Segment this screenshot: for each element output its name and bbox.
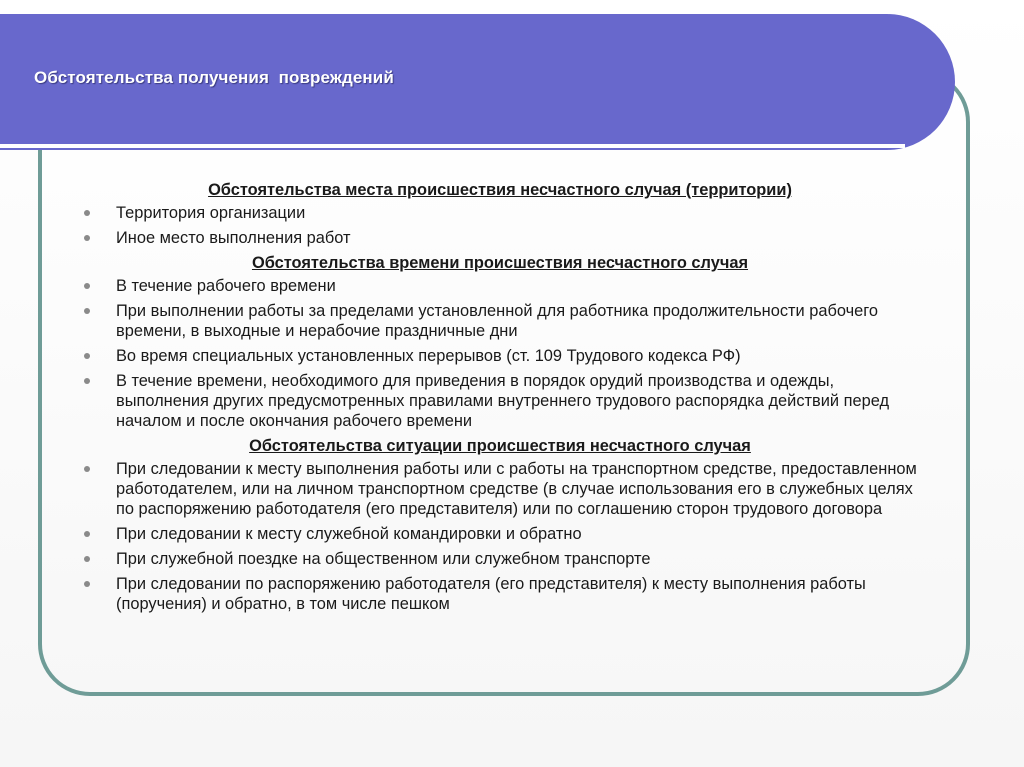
- slide-body: [80, 180, 920, 619]
- section-heading: Обстоятельства места происшествия несчастного случая (территории): [208, 181, 792, 199]
- list-item-text: Территория организации: [116, 204, 306, 222]
- bullet-dot-icon: [84, 531, 90, 537]
- bullet-dot-icon: [84, 353, 90, 359]
- list-item: [80, 549, 920, 569]
- list-item-text: При выполнении работы за пределами установленной для работника продолжительности рабочего времени, в выходные и нерабочие праздничные дни: [116, 302, 879, 340]
- section-time: [80, 253, 920, 431]
- bullet-dot-icon: [84, 581, 90, 587]
- list-item: [80, 371, 920, 431]
- list-item-text: При следовании к месту выполнения работы или с работы на транспортном средстве, предоставленном работодателем, или на личном транспортном средстве (в случае использования его в служебных целях по распоряжению работодателя (его представителя) или по соглашению сторон трудового договора: [116, 460, 917, 518]
- bullet-dot-icon: [84, 466, 90, 472]
- bullet-dot-icon: [84, 308, 90, 314]
- list-item-text: Во время специальных установленных перерывов (ст. 109 Трудового кодекса РФ): [116, 347, 741, 365]
- list-item: [80, 574, 920, 614]
- bullet-dot-icon: [84, 378, 90, 384]
- section-heading: Обстоятельства времени происшествия несчастного случая: [251, 254, 749, 272]
- list-item-text: При служебной поездке на общественном или служебном транспорте: [116, 550, 651, 568]
- list-item-text: В течение времени, необходимого для приведения в порядок орудий производства и одежды, выполнения других предусмотренных правилами внутреннего трудового распорядка действий перед началом и после окончания рабочего времени: [116, 372, 890, 430]
- list-item-text: При следовании к месту служебной командировки и обратно: [116, 525, 582, 543]
- list-item: [80, 276, 920, 296]
- section-situation: [80, 436, 920, 614]
- bullet-dot-icon: [84, 235, 90, 241]
- section-place: [80, 180, 920, 248]
- list-item: [80, 301, 920, 341]
- bullet-dot-icon: [84, 556, 90, 562]
- bullet-list: [80, 459, 920, 614]
- list-item-text: В течение рабочего времени: [116, 277, 336, 295]
- section-heading: Обстоятельства ситуации происшествия несчастного случая: [249, 437, 751, 455]
- list-item: [80, 459, 920, 519]
- title-banner: [0, 14, 955, 150]
- banner-divider: [0, 144, 905, 148]
- bullet-list: [80, 276, 920, 431]
- list-item: [80, 524, 920, 544]
- slide-title: Обстоятельства получения повреждений: [34, 68, 394, 87]
- list-item: [80, 203, 920, 223]
- bullet-dot-icon: [84, 283, 90, 289]
- list-item: [80, 346, 920, 366]
- list-item-text: При следовании по распоряжению работодателя (его представителя) к месту выполнения работы (поручения) и обратно, в том числе пешком: [116, 575, 866, 613]
- bullet-list: [80, 203, 920, 248]
- list-item-text: Иное место выполнения работ: [116, 229, 351, 247]
- list-item: [80, 228, 920, 248]
- bullet-dot-icon: [84, 210, 90, 216]
